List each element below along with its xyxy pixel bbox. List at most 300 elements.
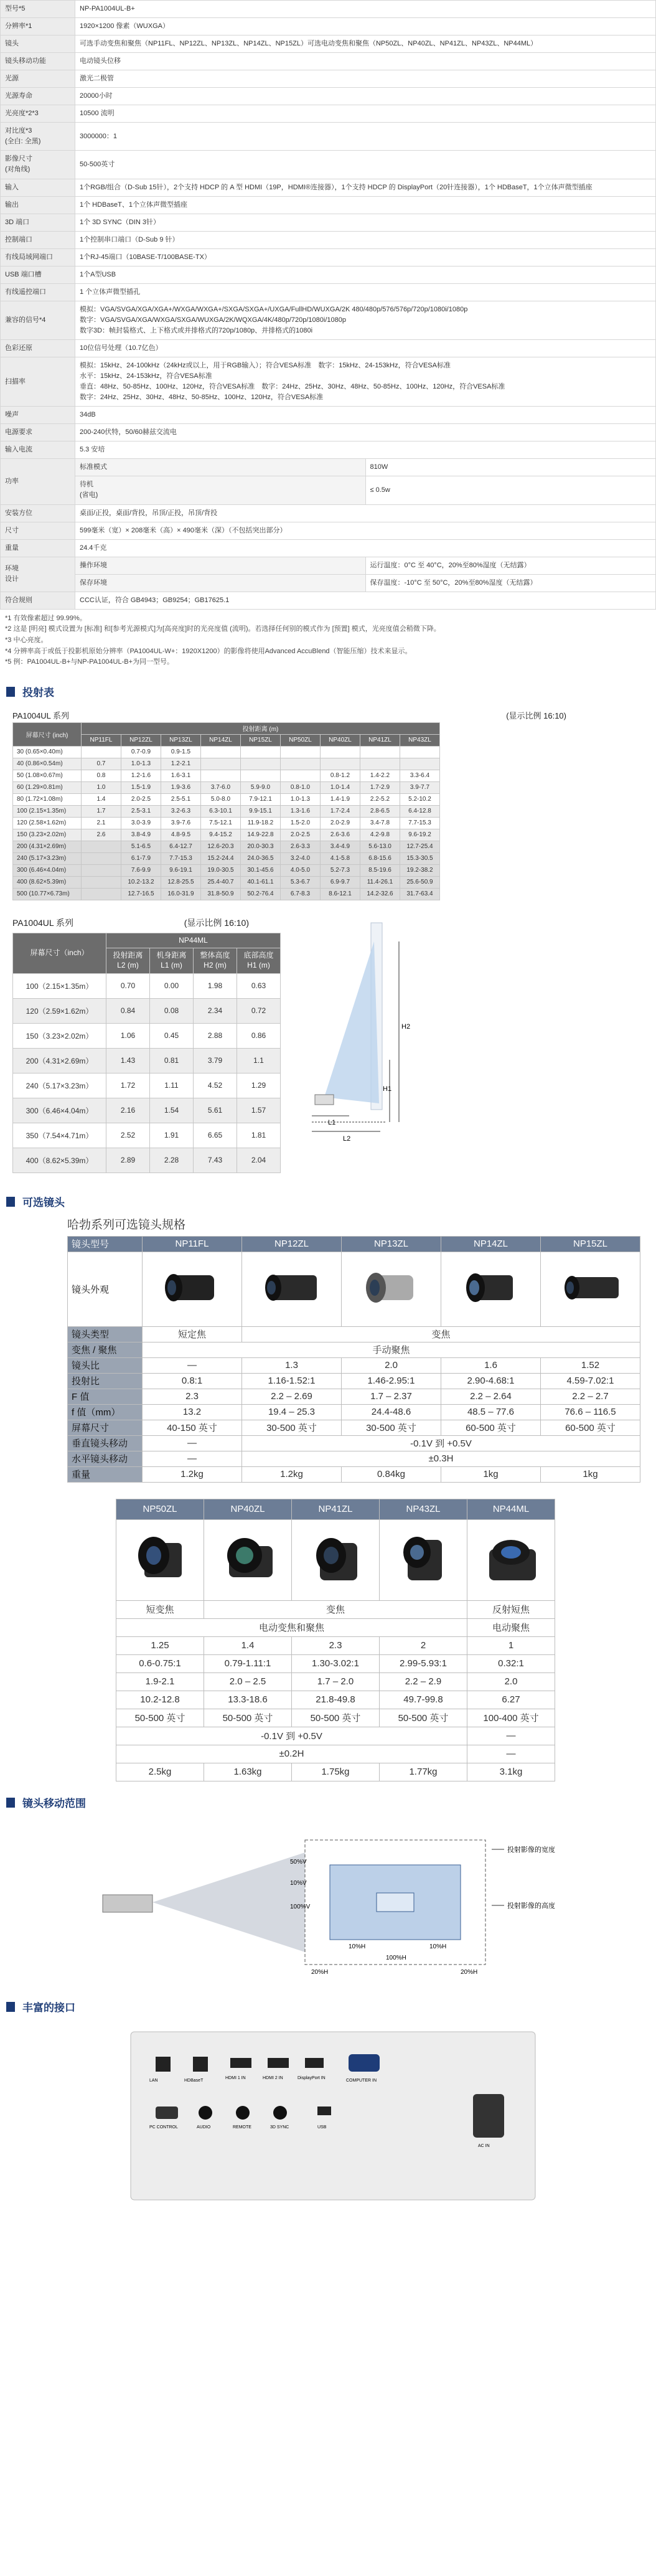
dist-lens-header: NP13ZL (161, 734, 201, 746)
spec-row (1, 1, 656, 18)
dist-cell: 0.8 (82, 770, 121, 781)
port-audio-icon (199, 2106, 212, 2120)
lens1-hshift-np11fl: — (143, 1451, 242, 1466)
spec-key: USB 端口槽 (1, 266, 75, 283)
dist-cell: 4.2-9.8 (360, 829, 400, 841)
dist-cell: 1.5-1.9 (121, 781, 161, 793)
lens1-weight-cell: 0.84kg (342, 1466, 441, 1482)
spec-table (0, 0, 656, 610)
lens1-hshift-label: 水平镜头移动 (68, 1451, 143, 1466)
dist-cell: 3.9-7.6 (161, 817, 201, 829)
spec-row (1, 214, 656, 231)
spec-value: 20000小时 (75, 88, 656, 105)
section-title: 丰富的接口 (22, 2002, 75, 2014)
ml-cell: 1.72 (106, 1073, 150, 1098)
ml-cell: 1.29 (237, 1073, 281, 1098)
dist-cell: 0.7-0.9 (121, 746, 161, 758)
ml-col-2: 机身距离 L1 (m) (150, 948, 194, 973)
note-5: *5 例：PA1004UL-B+与NP-PA1004UL-B+为同一型号。 (5, 658, 174, 666)
dist-cell (321, 758, 360, 770)
ml-cell: 0.70 (106, 973, 150, 998)
port-ac-label: AC IN (478, 2143, 490, 2148)
h1-label: H1 (383, 1085, 392, 1093)
section-throw (0, 679, 656, 704)
lens1-zoom-label: 变焦 / 聚焦 (68, 1342, 143, 1357)
spec-value: 1个RGB/组合（D-Sub 15针），2个支持 HDCP 的 A 型 HDMI（19P，HDMI®连接器），1个支持 HDCP 的 DisplayPort（20针连接器），1个 HDBaseT，1个立体声微型插座 (75, 179, 656, 196)
dist-cell: 15.3-30.5 (400, 852, 440, 864)
shift-v50: 50%V (290, 1858, 307, 1866)
dist-screen-size: 400 (8.62×5.39m) (13, 876, 82, 888)
spec-value: 1个A型USB (75, 266, 656, 283)
dist-cell: 31.8-50.9 (201, 888, 241, 900)
dist-cell: 1.7 (82, 805, 121, 817)
lens1-type-short: 短定焦 (143, 1326, 242, 1342)
ml-table (12, 933, 281, 1173)
spec-value: NP-PA1004UL-B+ (75, 1, 656, 18)
ml-cell: 4.52 (194, 1073, 237, 1098)
shift-center-image (377, 1893, 414, 1912)
shift-h100: 100%H (386, 1954, 406, 1961)
dist-screen-size: 60 (1.29×0.81m) (13, 781, 82, 793)
dist-cell: 3.3-6.4 (400, 770, 440, 781)
port-lan-label: LAN (149, 2078, 158, 2083)
port-dp-icon (305, 2058, 324, 2068)
ml-cell: 120（2.59×1.62m） (13, 998, 106, 1023)
spec-value: 200-240伏特，50/60赫兹交流电 (75, 424, 656, 441)
dist-cell: 11.9-18.2 (241, 817, 281, 829)
lens1-hshift-range: ±0.3H (242, 1451, 640, 1466)
lens1-zoom-value: 手动聚焦 (143, 1342, 640, 1357)
spec-key: 光源 (1, 70, 75, 88)
spec-value: 3000000：1 (75, 123, 656, 151)
ml-cell: 6.65 (194, 1123, 237, 1148)
dist-row (13, 876, 440, 888)
lens-np12zl-icon (258, 1266, 326, 1309)
port-lan-icon (156, 2057, 171, 2072)
lens-image-np41zl (292, 1519, 380, 1600)
ml-cell: 300（6.46×4.04m） (13, 1098, 106, 1123)
dist-screen-size: 300 (6.46×4.04m) (13, 864, 82, 876)
port-audio-label: AUDIO (197, 2125, 211, 2130)
spec-key: 光亮度*2*3 (1, 105, 75, 123)
spec-row (1, 301, 656, 339)
ml-cell: 2.89 (106, 1148, 150, 1172)
dist-cell: 14.2-32.6 (360, 888, 400, 900)
lens2-weight-cell: 1.75kg (292, 1763, 380, 1781)
lens1-fmm-cell: 24.4-48.6 (342, 1404, 441, 1420)
dist-cell (241, 770, 281, 781)
lens1-ratio-cell: 1.3 (242, 1357, 342, 1373)
dist-cell: 30.1-45.6 (241, 864, 281, 876)
power-standby-value: ≤ 0.5w (365, 476, 656, 504)
dist-row (13, 770, 440, 781)
ml-cell: 1.81 (237, 1123, 281, 1148)
spec-row (1, 231, 656, 248)
lens1-fmm-cell: 76.6 – 116.5 (541, 1404, 640, 1420)
shift-h20a: 20%H (311, 1968, 329, 1976)
power-key: 功率 (1, 459, 75, 504)
dist-cell: 1.9-3.6 (161, 781, 201, 793)
dist-cell: 6.4-12.7 (161, 841, 201, 852)
lens1-ratio-cell: 2.0 (342, 1357, 441, 1373)
ml-cell: 1.57 (237, 1098, 281, 1123)
section-shift (0, 1790, 656, 1815)
dist-cell: 12.7-16.5 (121, 888, 161, 900)
lens2-f-cell: 2.0 – 2.5 (204, 1673, 292, 1691)
dist-cell: 6.9-9.7 (321, 876, 360, 888)
dist-cell: 8.6-12.1 (321, 888, 360, 900)
dist-cell (281, 758, 321, 770)
dist-cell: 3.8-4.9 (121, 829, 161, 841)
note-2: *2 这是 [明亮] 模式设置为 [标准] 和[参考光源模式]为[高亮度]时的光亮度值 (流明)。若选择任何别的模式作为 [预置] 模式，光亮度值会稍微下降。 (5, 625, 441, 633)
dist-lens-header: NP12ZL (121, 734, 161, 746)
lens1-throw-cell: 2.90-4.68:1 (441, 1373, 541, 1389)
dist-screen-size: 30 (0.65×0.40m) (13, 746, 82, 758)
ml-cell: 0.72 (237, 998, 281, 1023)
lens1-screen-cell: 30-500 英寸 (242, 1420, 342, 1435)
dist-lens-header: NP14ZL (201, 734, 241, 746)
dist-cell: 2.5-5.1 (161, 793, 201, 805)
dist-cell: 6.3-10.1 (201, 805, 241, 817)
dist-row (13, 817, 440, 829)
ml-cell: 5.61 (194, 1098, 237, 1123)
port-ctrl-label: PC CONTROL (149, 2125, 178, 2130)
spec-value: 1 个立体声微型插孔 (75, 283, 656, 301)
spec-value: 10500 流明 (75, 105, 656, 123)
lens-np11fl-icon (158, 1266, 227, 1309)
section-marker-icon (6, 1798, 15, 1808)
lens-np40zl-icon (213, 1527, 282, 1590)
spec-key: 有线局域网端口 (1, 248, 75, 266)
lens1-ratio-cell: 1.6 (441, 1357, 541, 1373)
dist-cell: 2.0-2.5 (121, 793, 161, 805)
spec-row (1, 504, 656, 522)
lens2-throw-cell: 1.30-3.02:1 (292, 1654, 380, 1673)
lens1-hdr-cell: NP15ZL (541, 1236, 640, 1252)
lens1-throw-cell: 1.46-2.95:1 (342, 1373, 441, 1389)
lens1-vshift-label: 垂直镜头移动 (68, 1435, 143, 1451)
section-title: 投射表 (22, 687, 54, 699)
ml-row (13, 1123, 281, 1148)
dist-cell: 12.6-20.3 (201, 841, 241, 852)
spec-key: 镜头 (1, 35, 75, 53)
spec-value: 34dB (75, 407, 656, 424)
lens2-hdr-cell: NP43ZL (380, 1499, 467, 1519)
spec-value: 1个 HDBaseT、1个立体声微型插座 (75, 196, 656, 214)
dist-cell: 5.0-8.0 (201, 793, 241, 805)
dist-cell: 3.4-7.8 (360, 817, 400, 829)
dist-row (13, 841, 440, 852)
dist-cell (281, 746, 321, 758)
ml-cell: 0.84 (106, 998, 150, 1023)
lens-image-np15zl (541, 1252, 640, 1326)
dist-cell: 1.0-1.4 (321, 781, 360, 793)
spec-value: 1个 3D SYNC（DIN 3针） (75, 214, 656, 231)
spec-row (1, 105, 656, 123)
dist-screen-size: 150 (3.23×2.02m) (13, 829, 82, 841)
spec-row (1, 283, 656, 301)
spec-value: 电动镜头位移 (75, 53, 656, 70)
lens1-weight-cell: 1.2kg (143, 1466, 242, 1482)
lens2-hshift-ml: — (467, 1745, 555, 1763)
dist-lens-header: NP40ZL (321, 734, 360, 746)
dist-cell: 5.9-9.0 (241, 781, 281, 793)
section-marker-icon (6, 2002, 15, 2012)
dist-cell: 0.8-1.0 (281, 781, 321, 793)
dist-cell (82, 841, 121, 852)
dist-cell: 2.6-3.6 (321, 829, 360, 841)
ml-cell: 2.52 (106, 1123, 150, 1148)
lens2-screen-cell: 100-400 英寸 (467, 1709, 555, 1727)
ml-cell: 1.91 (150, 1123, 194, 1148)
dist-cell (82, 852, 121, 864)
dist-cell: 3.0-3.9 (121, 817, 161, 829)
lens1-type-label: 镜头类型 (68, 1326, 143, 1342)
lens-title: 哈勃系列可选镜头规格 (67, 1218, 186, 1232)
dist-cell: 1.4-2.2 (360, 770, 400, 781)
spec-row (1, 441, 656, 459)
shift-height-label: 投射影像的高度 (507, 1902, 555, 1910)
dist-cell: 10.2-13.2 (121, 876, 161, 888)
spec-row (1, 196, 656, 214)
lens2-weight-cell: 2.5kg (116, 1763, 204, 1781)
dist-cell: 12.8-25.5 (161, 876, 201, 888)
env-row (1, 574, 656, 592)
dist-cell (400, 758, 440, 770)
lens2-weight-cell: 1.77kg (380, 1763, 467, 1781)
dist-cell: 12.7-25.4 (400, 841, 440, 852)
shift-h20b: 20%H (461, 1968, 478, 1976)
lens2-fmm-cell: 49.7-99.8 (380, 1691, 467, 1709)
lens1-weight-cell: 1.2kg (242, 1466, 342, 1482)
port-sync-label: 3D SYNC (270, 2125, 289, 2130)
spec-row (1, 53, 656, 70)
dist-cell (360, 746, 400, 758)
spec-key: 输入 (1, 179, 75, 196)
dist-cell: 9.9-15.1 (241, 805, 281, 817)
lens2-ratio-cell: 1.4 (204, 1636, 292, 1654)
dist-screen-size: 100 (2.15×1.35m) (13, 805, 82, 817)
dist-cell: 7.6-9.9 (121, 864, 161, 876)
port-remote-label: REMOTE (233, 2125, 251, 2130)
lens-shift-diagram (0, 1815, 656, 1983)
dist-cell: 1.2-2.1 (161, 758, 201, 770)
throw-distance-table (12, 722, 440, 900)
lens1-throw-cell: 0.8:1 (143, 1373, 242, 1389)
dist-cell: 5.2-10.2 (400, 793, 440, 805)
shift-v100: 100%V (290, 1903, 311, 1910)
dist-screen-size: 50 (1.08×0.67m) (13, 770, 82, 781)
dist-cell: 0.9-1.5 (161, 746, 201, 758)
spec-value: 1920×1200 像素（WUXGA） (75, 18, 656, 35)
lens2-type-zoom: 变焦 (204, 1600, 467, 1618)
l2-label: L2 (343, 1135, 351, 1143)
spec-value: 1个RJ-45端口（10BASE-T/100BASE-TX） (75, 248, 656, 266)
notes (0, 610, 656, 673)
dist-cell: 2.0-2.9 (321, 817, 360, 829)
lens-np50zl-icon (126, 1527, 194, 1590)
dist-row (13, 805, 440, 817)
dist-cell (400, 746, 440, 758)
lens1-ratio-cell: 1.52 (541, 1357, 640, 1373)
dist-cell: 2.0-2.5 (281, 829, 321, 841)
ml-heading (12, 917, 249, 933)
dist-cell (360, 758, 400, 770)
dist-cell (241, 746, 281, 758)
lens2-throw-cell: 0.32:1 (467, 1654, 555, 1673)
dist-cell: 9.6-19.2 (400, 829, 440, 841)
dist-cell: 40.1-61.1 (241, 876, 281, 888)
lens2-vshift-range: -0.1V 到 +0.5V (116, 1727, 467, 1745)
lens1-f-cell: 1.7 – 2.37 (342, 1389, 441, 1404)
lens-appearance-label: 镜头外观 (68, 1252, 143, 1326)
spec-key: 重量 (1, 539, 75, 557)
dist-cell: 1.2-1.6 (121, 770, 161, 781)
dist-cell (201, 770, 241, 781)
dist-cell: 2.8-6.5 (360, 805, 400, 817)
spec-key: 镜头移动功能 (1, 53, 75, 70)
lens2-hdr-cell: NP41ZL (292, 1499, 380, 1519)
dist-row (13, 829, 440, 841)
note-1: *1 有效像素超过 99.99%。 (5, 614, 87, 622)
ml-row (13, 1073, 281, 1098)
dist-cell: 1.6-3.1 (161, 770, 201, 781)
dist-screen-size: 240 (5.17×3.23m) (13, 852, 82, 864)
spec-row (1, 18, 656, 35)
section-title: 镜头移动范围 (22, 1798, 86, 1810)
lens1-hdr-cell: NP11FL (143, 1236, 242, 1252)
spec-value: 模拟：15kHz、24-100kHz（24kHz或以上，用于RGB输入）；符合VESA标准 数字：15kHz、24-153kHz，符合VESA标准 水平：15kHz、24-153kHz，符合VESA标准 垂直：48Hz、50-85Hz、100Hz、120Hz，符合VESA标准 数字：24Hz、25Hz、30Hz、48Hz、50-85Hz、100Hz、120Hz，符合VESA标准 数字：24Hz、25Hz、30Hz、48Hz、50-85Hz、100Hz、120Hz，符合VESA标准 (75, 357, 656, 407)
spec-row (1, 70, 656, 88)
lens-np43zl-icon (389, 1527, 457, 1590)
spec-row (1, 179, 656, 196)
dist-cell: 16.0-31.9 (161, 888, 201, 900)
dist-cell: 3.4-4.9 (321, 841, 360, 852)
spec-row (1, 248, 656, 266)
dist-cell: 7.7-15.3 (161, 852, 201, 864)
lens1-hdr-cell: NP13ZL (342, 1236, 441, 1252)
ml-col-1: 投射距离 L2 (m) (106, 948, 150, 973)
lens1-fmm-cell: 19.4 – 25.3 (242, 1404, 342, 1420)
spec-key: 分辨率*1 (1, 18, 75, 35)
ml-cell: 2.16 (106, 1098, 150, 1123)
dist-row (13, 888, 440, 900)
standard-row (1, 592, 656, 609)
dist-lens-header: NP41ZL (360, 734, 400, 746)
env-op-key: 操作环境 (75, 557, 366, 574)
port-vga-icon (349, 2054, 380, 2072)
dist-row (13, 746, 440, 758)
lens1-weight-cell: 1kg (541, 1466, 640, 1482)
lens2-f-cell: 1.9-2.1 (116, 1673, 204, 1691)
spec-key: 影像尺寸 (对角线) (1, 151, 75, 179)
spec-row (1, 266, 656, 283)
power-std-key: 标准模式 (75, 459, 366, 476)
l1-label: L1 (328, 1118, 336, 1126)
env-row (1, 557, 656, 574)
spec-row (1, 357, 656, 407)
env-key: 环境 设计 (1, 557, 75, 592)
shift-projector (103, 1895, 152, 1912)
lens1-ratio-cell: 镜头比 (68, 1357, 143, 1373)
spec-key: 对比度*3 (全白: 全黑) (1, 123, 75, 151)
power-standby-key: 待机 (省电) (75, 476, 366, 504)
lens1-screen-cell: 30-500 英寸 (342, 1420, 441, 1435)
lens2-weight-cell: 3.1kg (467, 1763, 555, 1781)
dist-cell: 7.9-12.1 (241, 793, 281, 805)
dist-row (13, 793, 440, 805)
env-st-key: 保存环境 (75, 574, 366, 592)
ml-cell: 0.45 (150, 1023, 194, 1048)
port-hdmi2-icon (268, 2058, 289, 2068)
dist-row (13, 864, 440, 876)
lens2-screen-cell: 50-500 英寸 (380, 1709, 467, 1727)
spec-row (1, 123, 656, 151)
port-ac-icon (473, 2094, 504, 2138)
ml-cell: 2.28 (150, 1148, 194, 1172)
spec-value: 24.4千克 (75, 539, 656, 557)
dist-cell: 5.6-13.0 (360, 841, 400, 852)
lens2-screen-cell: 50-500 英寸 (116, 1709, 204, 1727)
lens2-hdr-cell: NP50ZL (116, 1499, 204, 1519)
spec-key: 安装方位 (1, 504, 75, 522)
dist-cell (82, 864, 121, 876)
spec-row (1, 407, 656, 424)
lens-np44ml-icon (477, 1527, 545, 1590)
ml-cell: 240（5.17×3.23m） (13, 1073, 106, 1098)
lens1-vshift-range: -0.1V 到 +0.5V (242, 1435, 640, 1451)
port-hdmi2-label: HDMI 2 IN (263, 2075, 283, 2080)
dist-cell: 5.3-6.7 (281, 876, 321, 888)
dist-cell: 8.5-19.6 (360, 864, 400, 876)
spec-value: 激光二极管 (75, 70, 656, 88)
dist-cell: 7.5-12.1 (201, 817, 241, 829)
spec-key: 尺寸 (1, 522, 75, 539)
lens2-throw-cell: 2.99-5.93:1 (380, 1654, 467, 1673)
ml-series: PA1004UL 系列 (12, 917, 74, 928)
dist-cell: 2.1 (82, 817, 121, 829)
lens1-fmm-cell: 13.2 (143, 1404, 242, 1420)
h2-label: H2 (401, 1022, 411, 1031)
dist-cell: 1.0 (82, 781, 121, 793)
lens-np14zl-icon (457, 1266, 525, 1309)
dist-cell: 9.4-15.2 (201, 829, 241, 841)
dist-cell: 6.4-12.8 (400, 805, 440, 817)
dist-cell (201, 746, 241, 758)
spec-value: 599毫米（宽）× 208毫米（高）× 490毫米（深）（不包括突出部分） (75, 522, 656, 539)
dist-cell: 1.7-2.4 (321, 805, 360, 817)
spec-key: 光源寿命 (1, 88, 75, 105)
spec-value: 1个控制串口端口（D-Sub 9 针） (75, 231, 656, 248)
ml-lens: NP44ML (106, 933, 281, 948)
dist-cell (241, 758, 281, 770)
lens2-screen-cell: 50-500 英寸 (204, 1709, 292, 1727)
dist-cell: 2.6 (82, 829, 121, 841)
dist-cell: 3.9-7.7 (400, 781, 440, 793)
ml-block (0, 917, 656, 1173)
power-row (1, 459, 656, 476)
dist-cell: 3.2-6.3 (161, 805, 201, 817)
ml-cell: 200（4.31×2.69m） (13, 1048, 106, 1073)
ml-cell: 150（3.23×2.02m） (13, 1023, 106, 1048)
spec-value: 模拟：VGA/SVGA/XGA/XGA+/WXGA/WXGA+/SXGA/SXGA+/UXGA/FullHD/WUXGA/2K 480/480p/576/576p/720p/1080i/1080p 数字：VGA/SVGA/XGA/WXGA/SXGA/WUXGA/2K/WQXGA/4K/480p/720p/1080i/1080p 数字3D：帧封装格式、上下格式或并排格式的720p/1080p、并排格式的1080i (75, 301, 656, 339)
dist-cell: 6.7-8.3 (281, 888, 321, 900)
dist-cell: 3.7-6.0 (201, 781, 241, 793)
spec-row (1, 522, 656, 539)
ml-col-4: 底部高度 H1 (m) (237, 948, 281, 973)
spec-row (1, 424, 656, 441)
ml-cell: 1.11 (150, 1073, 194, 1098)
